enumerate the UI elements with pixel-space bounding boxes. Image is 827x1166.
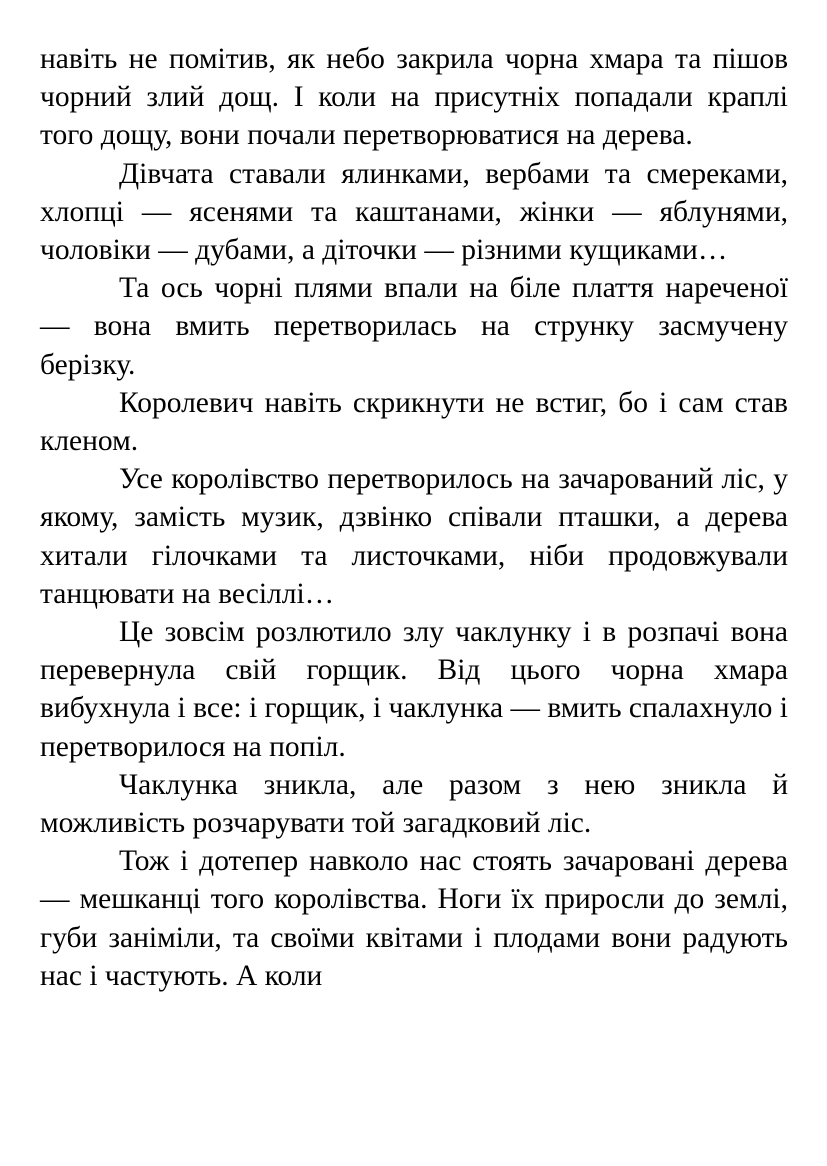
paragraph: Це зовсім розлютило злу чаклунку і в розпачі вона перевернула свій горщик. Від цього чорна хмара вибухнула і все: і горщик, і чаклунка — вмить спалахнуло і перетворилося на попіл. <box>40 616 789 763</box>
paragraph: Чаклунка зникла, але разом з нею зникла й можливість розчарувати той загадковий ліс. <box>40 768 788 840</box>
document-page <box>40 40 788 995</box>
paragraph: Тож і дотепер навколо нас стоять зачаровані дерева — мешканці того королівства. Ноги їх приросли до землі, губи заніміли, та своїми квітами і плодами вони радують нас і частують. А коли <box>40 845 788 992</box>
paragraph-continuation: навіть не помітив, як небо закрила чорна хмара та пішов чорний злий дощ. І коли на присутніх попадали краплі того дощу, вони почали перетворюватися на дерева. <box>40 43 788 152</box>
paragraph: Усе королівство перетворилось на зачарований ліс, у якому, замість музик, дзвінко співали пташки, а дерева хитали гілочками та листочками, ніби продовжували танцювати на весіллі… <box>40 463 788 610</box>
paragraph: Королевич навіть скрикнути не встиг, бо і сам став кленом. <box>40 386 788 458</box>
paragraph: Та ось чорні плями впали на біле плаття нареченої — вона вмить перетворилась на струнку засмучену берізку. <box>40 272 788 381</box>
paragraph: Дівчата ставали ялинками, вербами та смереками, хлопці — ясенями та каштанами, жінки — яблунями, чоловіки — дубами, а діточки — різними кущиками… <box>40 157 788 267</box>
